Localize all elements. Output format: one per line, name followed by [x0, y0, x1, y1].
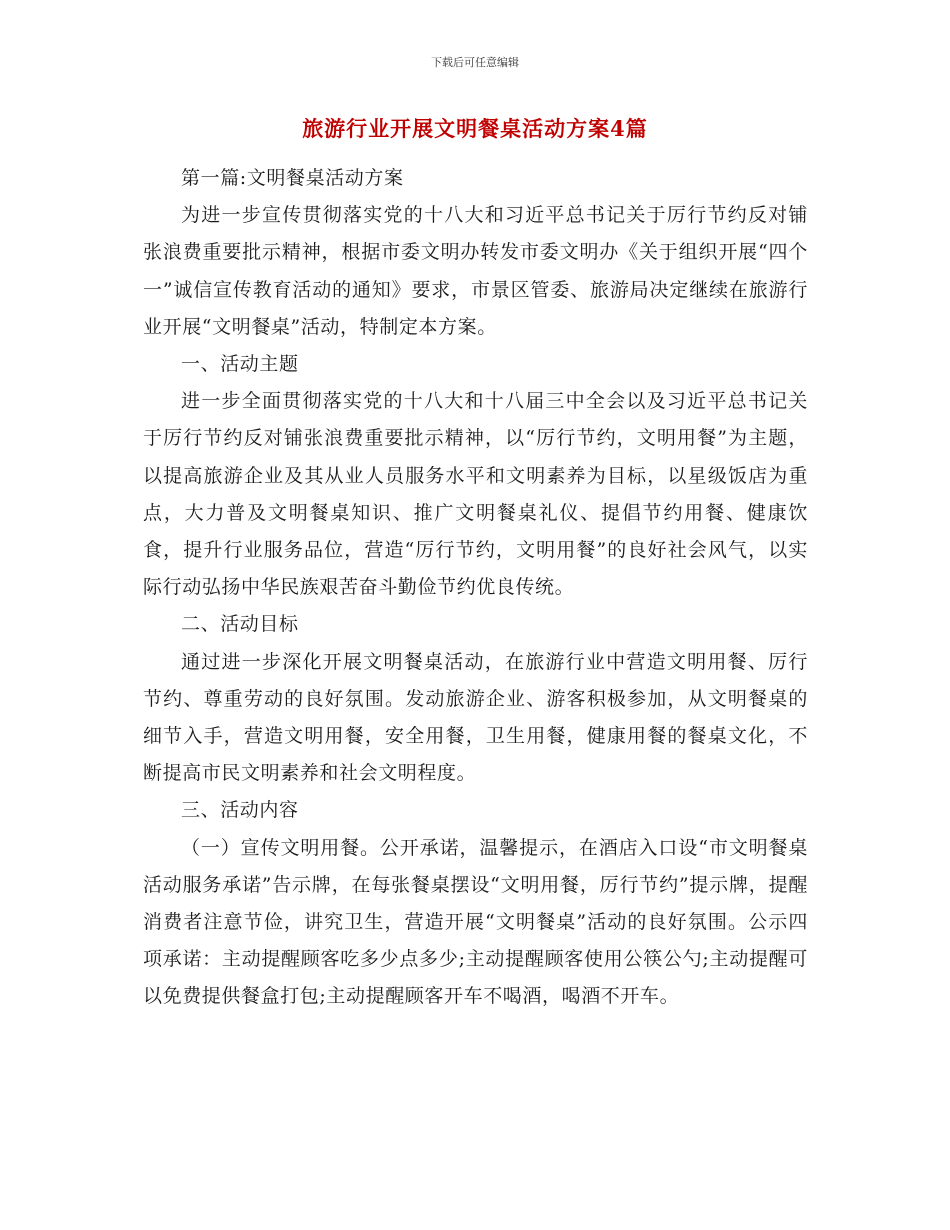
theme-paragraph: 进一步全面贯彻落实党的十八大和十八届三中全会以及习近平总书记关于厉行节约反对铺张浪费重要批示精神，以“厉行节约，文明用餐”为主题，以提高旅游企业及其从业人员服务水平和文明素养为目标，以星级饭店为重点，大力普及文明餐桌知识、推广文明餐桌礼仪、提倡节约用餐、健康饮食，提升行业服务品位，营造“厉行节约，文明用餐”的良好社会风气，以实际行动弘扬中华民族艰苦奋斗勤俭节约优良传统。	[143, 390, 808, 599]
section-heading-goal: 二、活动目标	[181, 613, 299, 636]
content-paragraph: （一）宣传文明用餐。公开承诺，温馨提示，在酒店入口设“市文明餐桌活动服务承诺”告示牌，在每张餐桌摆设“文明用餐，厉行节约”提示牌，提醒消费者注意节俭，讲究卫生，营造开展“文明餐桌”活动的良好氛围。公示四项承诺：主动提醒顾客吃多少点多少;主动提醒顾客使用公筷公勺;主动提醒可以免费提供餐盒打包;主动提醒顾客开车不喝酒，喝酒不开车。	[143, 836, 808, 1008]
section-heading-part-one: 第一篇:文明餐桌活动方案	[181, 167, 404, 189]
section-heading-theme: 一、活动主题	[181, 353, 299, 376]
document-title: 旅游行业开展文明餐桌活动方案4篇	[302, 116, 648, 141]
page-header-note: 下载后可任意编辑	[431, 56, 519, 69]
intro-paragraph: 为进一步宣传贯彻落实党的十八大和习近平总书记关于厉行节约反对铺张浪费重要批示精神，根据市委文明办转发市委文明办《关于组织开展“四个一”诚信宣传教育活动的通知》要求，市景区管委、旅游局决定继续在旅游行业开展“文明餐桌”活动，特制定本方案。	[143, 204, 808, 338]
document-body	[143, 160, 808, 1016]
section-heading-content: 三、活动内容	[181, 799, 299, 822]
goal-paragraph: 通过进一步深化开展文明餐桌活动，在旅游行业中营造文明用餐、厉行节约、尊重劳动的良好氛围。发动旅游企业、游客积极参加，从文明餐桌的细节入手，营造文明用餐，安全用餐，卫生用餐，健康用餐的餐桌文化，不断提高市民文明素养和社会文明程度。	[143, 650, 808, 785]
